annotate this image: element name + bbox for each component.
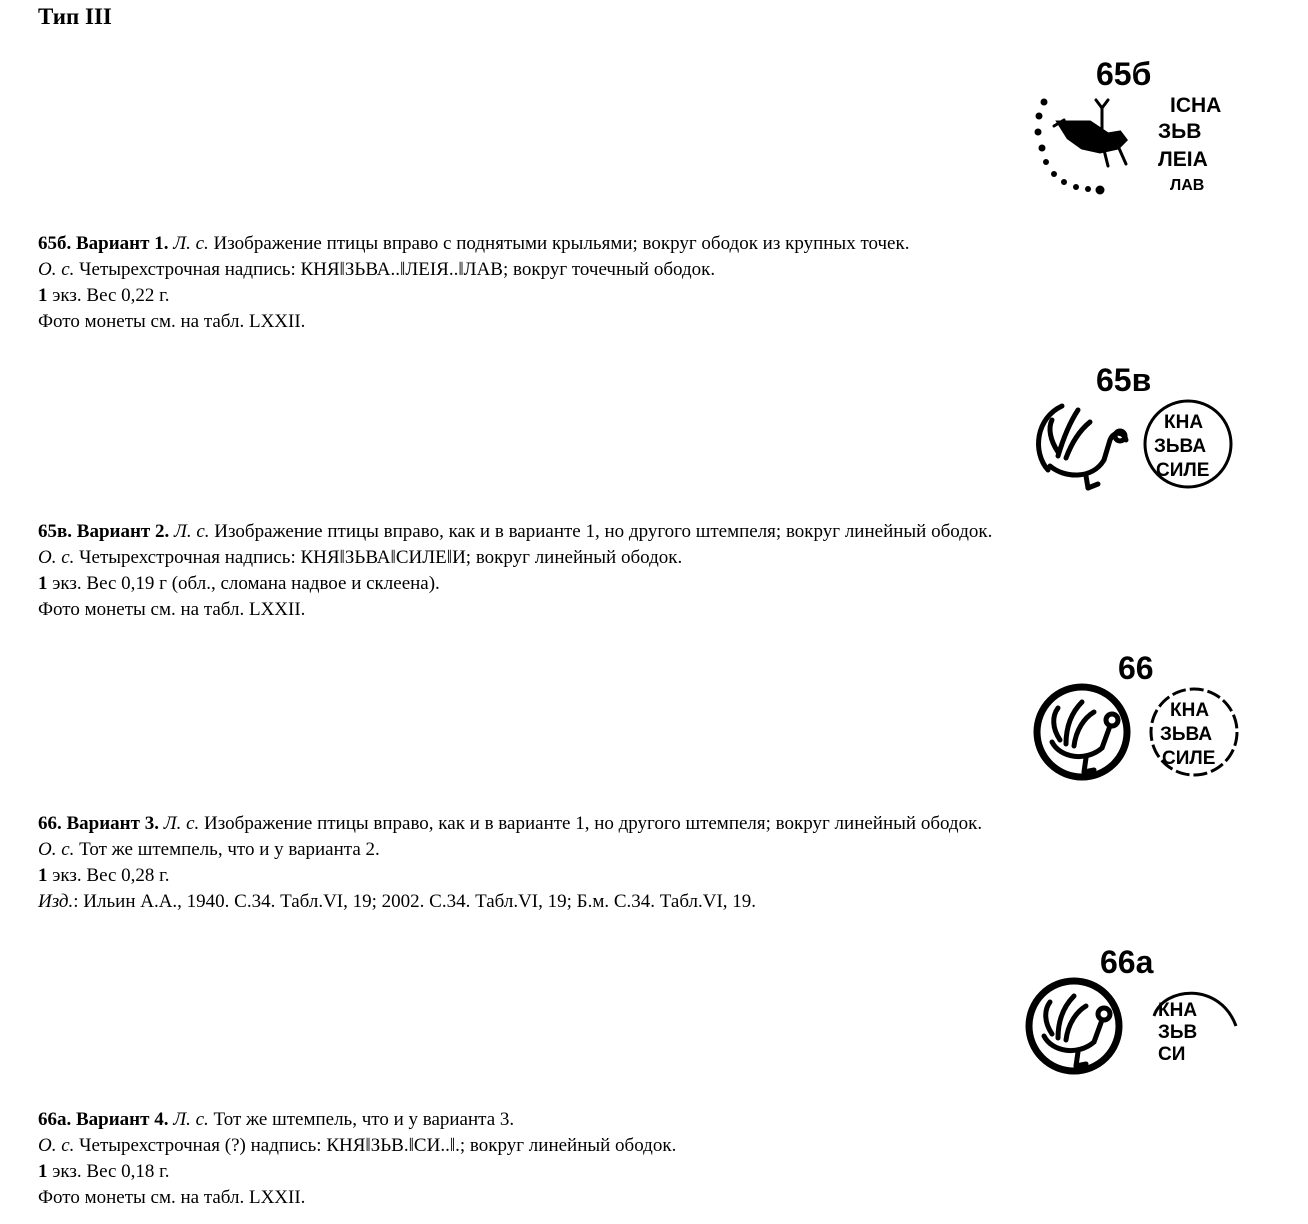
weight: экз. Вес 0,28 г. [52,865,170,886]
reverse-line [38,257,909,283]
obverse-description: Изображение птицы вправо с поднятыми крыльями; вокруг ободок из крупных точек. [213,233,910,254]
publication-text: : Ильин А.А., 1940. С.34. Табл.VI, 19; 2002. С.34. Табл.VI, 19; Б.м. С.34. Табл.VI, 19. [73,891,757,912]
obverse-line [38,231,909,257]
reverse-inscription [1158,94,1221,194]
bird-figure [1039,406,1126,488]
inscription-line: СИ [1158,1044,1186,1065]
reverse-line [38,545,992,571]
inscription-line: СИЛЕ [1156,460,1210,481]
obverse-abbr: Л. с. [173,233,209,254]
reverse-abbr: О. с. [38,1135,75,1156]
catalog-entry-66 [38,811,982,915]
coin-drawing-65b [1030,90,1240,202]
specimen-count: 1 [38,573,48,594]
weight: экз. Вес 0,22 г. [52,285,170,306]
bird-figure [1054,100,1126,166]
coin-label-65b: 65б [1096,56,1152,92]
bird-figure [1044,996,1110,1066]
variant-label: Вариант 1. [76,233,169,254]
obverse-description: Тот же штемпель, что и у варианта 3. [213,1109,515,1130]
weight: экз. Вес 0,19 г (обл., сломана надвое и склеена). [52,573,440,594]
weight-line [38,571,992,597]
obverse-abbr: Л. с. [163,813,200,834]
obverse-abbr: Л. с. [173,1109,209,1130]
catalog-entry-65b [38,231,909,335]
catalog-entry-66a [38,1107,676,1211]
reverse-inscription [1154,412,1209,481]
coin-label-66: 66 [1118,650,1154,686]
coin-drawing-66a [1024,976,1242,1076]
inscription-line: КНА [1164,412,1204,433]
weight: экз. Вес 0,18 г. [52,1161,170,1182]
entry-number: 65в. [38,521,73,542]
inscription-line: КНА [1170,700,1210,721]
inscription-line: ЛЕIА [1158,148,1208,171]
reverse-description: Четырехстрочная (?) надпись: КНЯǁЗЬВ.ǁСИ..ǁ.; вокруг линейный ободок. [79,1135,677,1156]
variant-label: Вариант 4. [76,1109,169,1130]
obverse-abbr: Л. с. [173,521,210,542]
obverse-description: Изображение птицы вправо, как и в варианте 1, но другого штемпеля; вокруг линейный ободок. [214,521,993,542]
weight-line [38,283,909,309]
photo-reference: Фото монеты см. на табл. LXXII. [38,1187,306,1208]
reverse-line [38,1133,676,1159]
inscription-line: ЛАВ [1170,177,1205,194]
obverse-description: Изображение птицы вправо, как и в варианте 1, но другого штемпеля; вокруг линейный ободок. [204,813,983,834]
reverse-abbr: О. с. [38,547,75,568]
variant-label: Вариант 2. [76,521,170,542]
coin-label-65v: 65в [1096,362,1152,398]
obverse-line [38,519,992,545]
obverse-line [38,811,982,837]
catalog-entry-65v [38,519,992,623]
weight-line [38,863,982,889]
entry-number: 65б. [38,233,72,254]
weight-line [38,1159,676,1185]
reverse-description: Четырехстрочная надпись: КНЯǁЗЬВАǁСИЛЕǁИ; вокруг линейный ободок. [79,547,683,568]
reverse-inscription [1160,700,1215,769]
photo-reference: Фото монеты см. на табл. LXXII. [38,599,306,620]
bird-figure [1052,702,1118,772]
specimen-count: 1 [38,1161,48,1182]
publication-abbr: Изд. [38,891,74,912]
inscription-line: IСНА [1170,94,1222,117]
photo-reference: Фото монеты см. на табл. LXXII. [38,311,306,332]
inscription-line: ЗЬВ [1158,120,1202,143]
reverse-inscription [1158,1000,1197,1065]
reverse-description: Четырехстрочная надпись: КНЯǁЗЬВА..ǁЛЕIЯ..ǁЛАВ; вокруг точечный ободок. [79,259,716,280]
obverse-line [38,1107,676,1133]
publication-reference [38,889,982,915]
specimen-count: 1 [38,865,48,886]
inscription-line: ЗЬВА [1154,436,1207,457]
reverse-line [38,837,982,863]
inscription-line: СИЛЕ [1162,748,1216,769]
inscription-line: ЗЬВА [1160,724,1213,745]
specimen-count: 1 [38,285,48,306]
coin-drawing-66 [1030,682,1242,782]
inscription-line: ЗЬВ [1158,1022,1198,1043]
inscription-line: КНА [1158,1000,1198,1021]
variant-label: Вариант 3. [66,813,159,834]
section-heading: Тип III [38,4,112,29]
reverse-abbr: О. с. [38,839,75,860]
reverse-abbr: О. с. [38,259,75,280]
entry-number: 66. [38,813,62,834]
coin-label-66a: 66а [1100,944,1154,980]
reverse-description: Тот же штемпель, что и у варианта 2. [79,839,380,860]
coin-drawing-65v [1028,396,1240,492]
entry-number: 66а. [38,1109,72,1130]
